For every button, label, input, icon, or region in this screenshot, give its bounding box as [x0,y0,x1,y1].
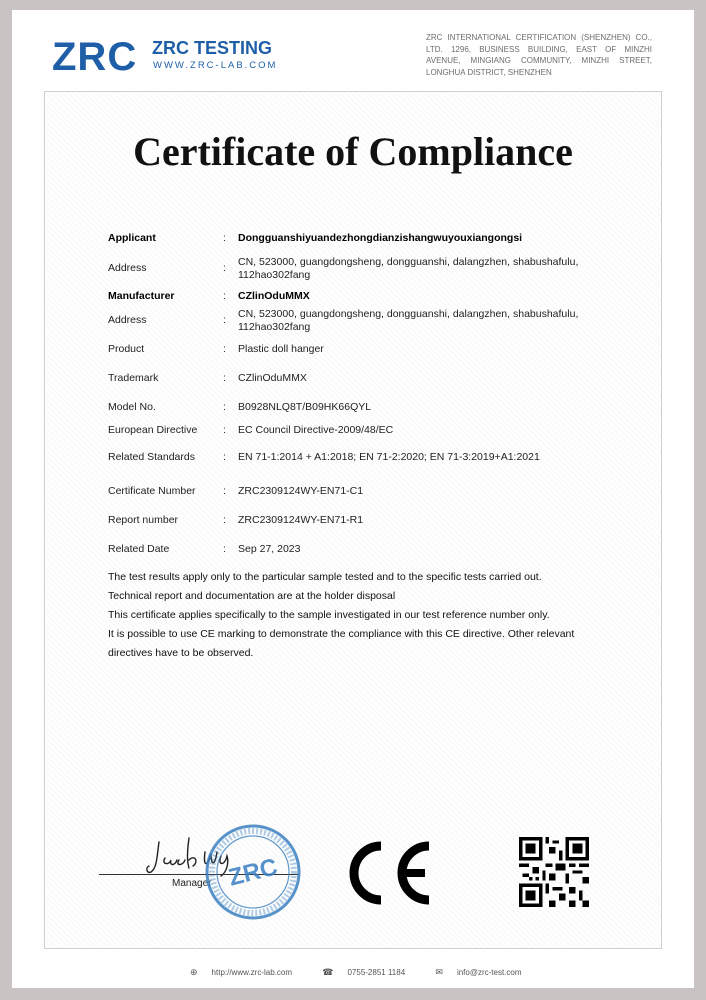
seal-text: ZRC [225,853,281,892]
field-label: Certificate Number [108,485,196,497]
field-label: Related Date [108,543,170,555]
brand-website: WWW.ZRC-LAB.COM [153,60,278,71]
phone-icon: ☎ [322,967,334,977]
statement: This certificate applies specifically to the sample investigated in our test reference number only. [108,609,550,621]
field-label: Report number [108,514,179,526]
statement: Technical report and documentation are at the holder disposal [108,590,396,602]
field-label: Product [108,343,145,355]
footer-phone [322,968,419,977]
footer-website [190,968,306,977]
field-colon: : [223,543,226,555]
footer-contacts [190,967,550,978]
field-value: CN, 523000, guangdongsheng, dongguanshi, dalangzhen, shabushafulu, 112hao302fang [238,256,579,281]
statement: It is possible to use CE marking to demonstrate the compliance with this CE directive. Other relevant directives have to be observed. [108,628,575,659]
field-value: Plastic doll hanger [238,343,324,355]
company-address: ZRC INTERNATIONAL CERTIFICATION (SHENZHEN) CO., LTD. 1296, BUSINESS BUILDING, EAST OF MINZHI AVENUE, MINGIANG COMMUNITY, MINZHI STREET, LONGHUA DISTRICT, SHENZHEN [426,33,652,77]
field-value: CN, 523000, guangdongsheng, dongguanshi, dalangzhen, shabushafulu, 112hao302fang [238,308,579,333]
brand-name: ZRC TESTING [152,38,272,58]
field-value: EN 71-1:2014 + A1:2018; EN 71-2:2020; EN 71-3:2019+A1:2021 [238,451,540,463]
ce-mark-icon [343,840,435,906]
field-value: EC Council Directive-2009/48/EC [238,424,394,436]
footer-website-text: http://www.zrc-lab.com [211,968,293,977]
logo-mark: ZRC [52,35,138,79]
field-colon: : [223,314,226,326]
field-colon: : [223,343,226,355]
field-colon: : [223,485,226,497]
field-value: ZRC2309124WY-EN71-C1 [238,485,364,497]
mail-icon: ✉ [435,967,443,977]
certificate-sheet [12,10,694,988]
field-value: B0928NLQ8T/B09HK66QYL [238,401,372,413]
field-value: CZlinOduMMX [238,290,310,302]
qr-code-icon [519,837,589,907]
field-colon: : [223,290,226,302]
field-colon: : [223,424,226,436]
field-colon: : [223,401,226,413]
field-label: Model No. [108,401,156,413]
field-value: Dongguanshiyuandezhongdianzishangwuyouxiangongsi [238,232,523,244]
field-value: Sep 27, 2023 [238,543,301,555]
signatory-title: Manager [172,878,212,889]
certificate-title: Certificate of Compliance [133,129,573,174]
field-label: Applicant [108,232,156,244]
field-label: Trademark [108,372,159,384]
globe-icon: ⊕ [190,967,198,977]
field-label: Address [108,262,147,274]
field-value: ZRC2309124WY-EN71-R1 [238,514,364,526]
field-colon: : [223,232,226,244]
field-label: Address [108,314,147,326]
field-colon: : [223,451,226,463]
field-value: CZlinOduMMX [238,372,307,384]
statement: The test results apply only to the particular sample tested and to the specific tests carried out. [108,571,542,583]
compliance-statements [108,568,578,663]
footer-email [435,968,535,977]
certificate-frame [44,91,662,949]
field-colon: : [223,262,226,274]
footer-email-text: info@zrc-test.com [456,968,522,977]
field-label: Manufacturer [108,290,175,302]
field-colon: : [223,514,226,526]
field-colon: : [223,372,226,384]
zrc-logo [52,34,292,86]
field-label: European Directive [108,424,198,436]
company-seal [203,822,303,922]
field-label: Related Standards [108,451,195,463]
footer-phone-text: 0755-2851 1184 [347,968,406,977]
